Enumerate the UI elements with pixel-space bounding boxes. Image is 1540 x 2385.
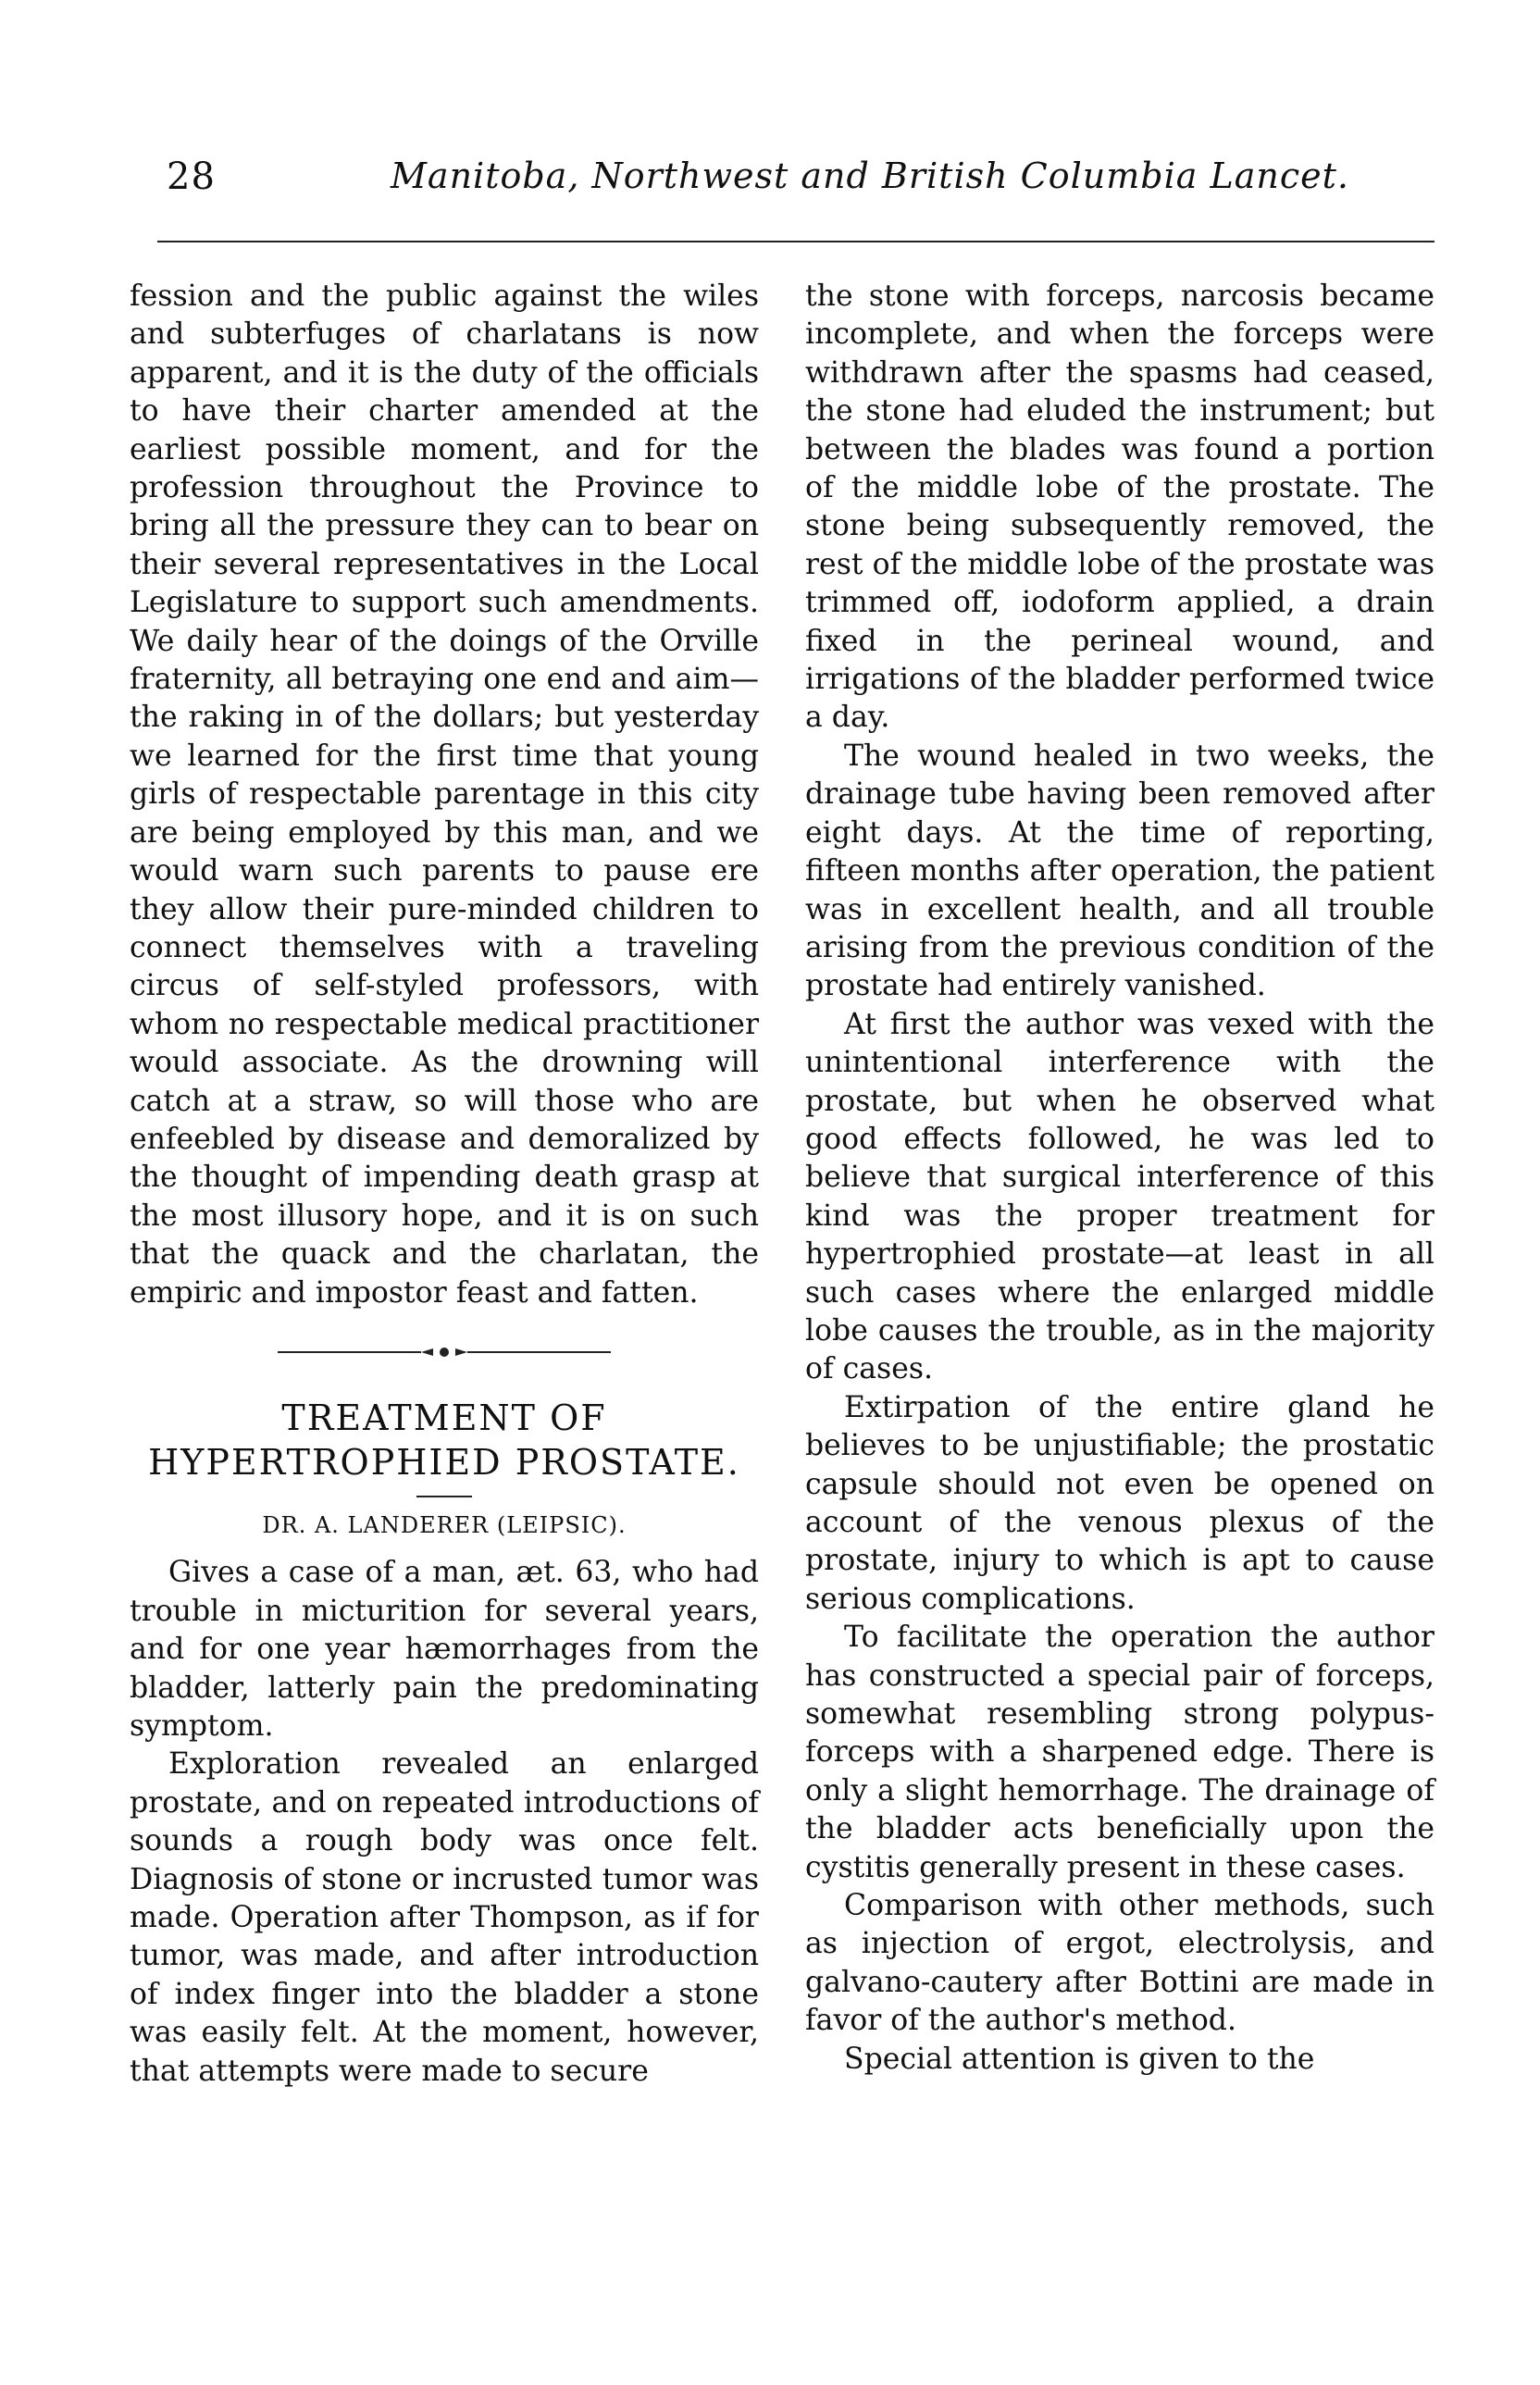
article-byline: DR. A. LANDERER (LEIPSIC). bbox=[262, 1511, 627, 1538]
article-paragraph: the stone with forceps, narcosis became incomplete, and when the forceps were withdrawn after the spasms had ceased, the stone had eluded the instrument; but between the blades was found a portion of the middle lobe of the prostate. The stone being subsequently removed, the rest of the middle lobe of the prostate was trimmed off, iodoform applied, a drain fixed in the perineal wound, and irrigations of the bladder performed twice a day. bbox=[805, 279, 1434, 735]
title-rule bbox=[416, 1496, 472, 1497]
article-paragraph: The wound healed in two weeks, the drainage tube having been removed after eight days. At the time of reporting, fifteen months after operation, the patient was in excellent health, and all trouble arising from the previous condition of the prostate had entirely vanished. bbox=[805, 739, 1434, 1003]
continuation-paragraph: fession and the public against the wiles and subterfuges of charlatans is now apparent, and it is the duty of the officials to have their charter amended at the earliest possible moment, and for the profession throughout the Province to bring all the pressure they can to bear on their several representatives in the Local Legislature to support such amendments. We daily hear of the doings of the Orville fraternity, all betraying one end and aim—the raking in of the dollars; but yesterday we learned for the first time that young girls of respectable parentage in this city are being employed by this man, and we would warn such parents to pause ere they allow their pure-minded children to connect themselves with a traveling circus of self-styled professors, with whom no respectable medical practitioner would associate. As the drowning will catch at a straw, so will those who are enfeebled by disease and demoralized by the thought of impending death grasp at the most illusory hope, and it is on such that the quack and the charlatan, the empiric and impostor feast and fatten. bbox=[130, 279, 759, 1310]
running-title: Manitoba, Northwest and British Columbia Lancet. bbox=[391, 155, 1349, 196]
left-column bbox=[130, 278, 759, 2091]
article-paragraph: At first the author was vexed with the unintentional interference with the prostate, but when he observed what good effects followed, he was led to believe that surgical interference of this kind was the proper treatment for hypertrophied prostate—at least in all such cases where the enlarged middle lobe causes the trouble, as in the majority of cases. bbox=[805, 1007, 1434, 1386]
right-column bbox=[805, 278, 1434, 2079]
article-title: TREATMENT OF HYPERTROPHIED PROSTATE. bbox=[148, 1397, 740, 1483]
article-paragraph: Extirpation of the entire gland he believes to be unjustifiable; the prostatic capsule should not even be opened on account of the venous plexus of the prostate, injury to which is apt to cause serious complications. bbox=[805, 1390, 1434, 1616]
page-number: 28 bbox=[167, 155, 216, 198]
article-paragraph: Special attention is given to the bbox=[844, 2042, 1315, 2076]
page-header bbox=[139, 155, 1434, 211]
article-paragraph: Comparison with other methods, such as injection of ergot, electrolysis, and galvano-cautery after Bottini are made in favor of the author's method. bbox=[805, 1889, 1434, 2038]
section-divider-ornament bbox=[130, 1327, 759, 1377]
article-paragraph: Gives a case of a man, æt. 63, who had trouble in micturition for several years, and for one year hæmorrhages from the bladder, latterly pain the predominating symptom. bbox=[130, 1556, 759, 1743]
article-paragraph: To facilitate the operation the author has constructed a special pair of forceps, somewhat resembling strong polypus-forceps with a sharpened edge. There is only a slight hemorrhage. The drainage of the bladder acts beneficially upon the cystitis generally present in these cases. bbox=[805, 1621, 1434, 1884]
header-rule bbox=[157, 241, 1434, 242]
ornament-rule-icon bbox=[278, 1343, 611, 1361]
article-paragraph: Exploration revealed an enlarged prostate, and on repeated introductions of sounds a rough body was once felt. Diagnosis of stone or incrusted tumor was made. Operation after Thompson, as if for tumor, was made, and after introduction of index finger into the bladder a stone was easily felt. At the moment, however, that attempts were made to secure bbox=[130, 1747, 759, 2088]
